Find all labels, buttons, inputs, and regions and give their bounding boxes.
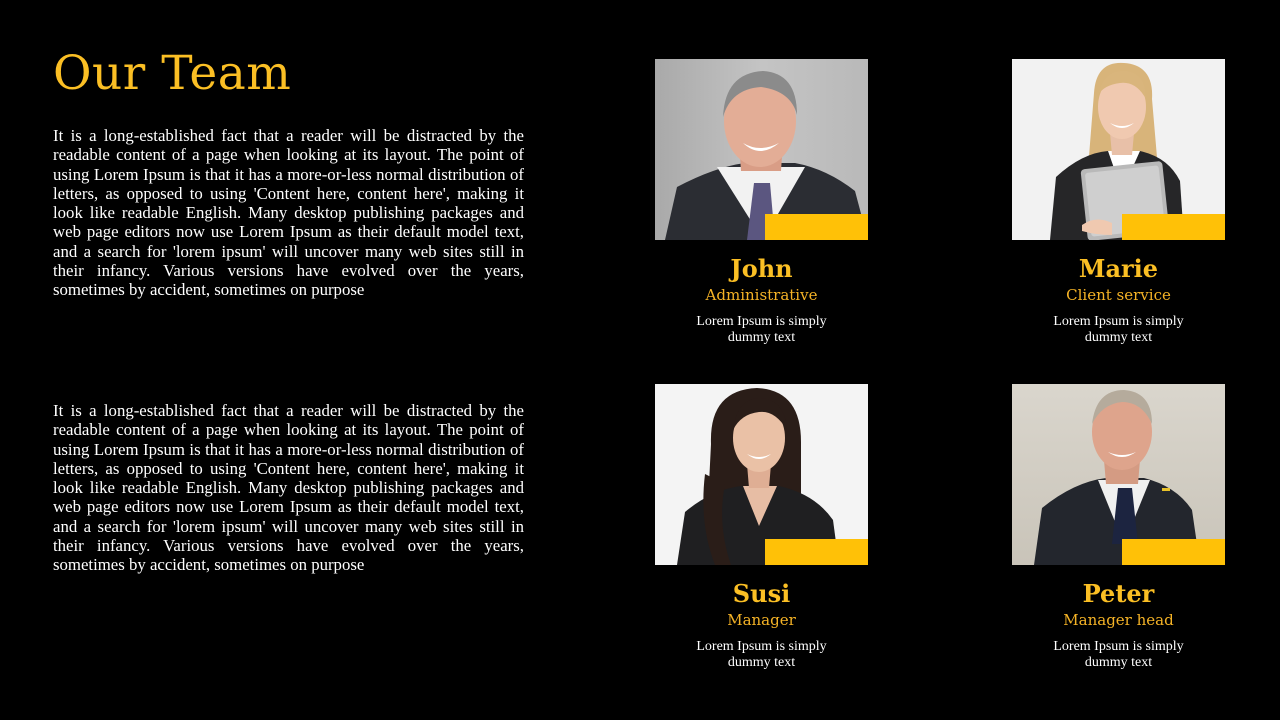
member-description: Lorem Ipsum is simply dummy text — [1053, 314, 1184, 345]
accent-bar — [1122, 214, 1225, 240]
member-description: Lorem Ipsum is simply dummy text — [1053, 639, 1184, 670]
marie-photo — [1012, 59, 1225, 240]
member-role: Manager head — [1063, 611, 1174, 629]
member-description: Lorem Ipsum is simply dummy text — [696, 639, 827, 670]
team-member-card-marie — [1012, 59, 1225, 346]
member-role: Manager — [727, 611, 796, 629]
slide-title: Our Team — [53, 46, 292, 101]
accent-bar — [765, 539, 868, 565]
accent-bar — [1122, 539, 1225, 565]
member-name: Susi — [732, 579, 791, 608]
team-member-card-susi — [655, 384, 868, 671]
intro-paragraph-1: It is a long-established fact that a reader will be distracted by the readable content of a page when looking at its layout. The point of using Lorem Ipsum is that it has a more-or-less normal distribution of letters, as opposed to using 'Content here, content here', making it look like readable English. Many desktop publishing packages and web page editors now use Lorem Ipsum as their default model text, and a search for 'lorem ipsum' will uncover many web sites still in their infancy. Various versions have evolved over the years, sometimes by accident, sometimes on purpose — [53, 126, 524, 300]
susi-photo — [655, 384, 868, 565]
intro-paragraph-2: It is a long-established fact that a reader will be distracted by the readable content of a page when looking at its layout. The point of using Lorem Ipsum is that it has a more-or-less normal distribution of letters, as opposed to using 'Content here, content here', making it look like readable English. Many desktop publishing packages and web page editors now use Lorem Ipsum as their default model text, and a search for 'lorem ipsum' will uncover many web sites still in their infancy. Various versions have evolved over the years, sometimes by accident, sometimes on purpose — [53, 401, 524, 575]
member-description: Lorem Ipsum is simply dummy text — [696, 314, 827, 345]
accent-bar — [765, 214, 868, 240]
john-photo — [655, 59, 868, 240]
member-role: Administrative — [705, 286, 818, 304]
member-name: Marie — [1078, 254, 1159, 283]
team-member-card-john — [655, 59, 868, 346]
member-name: Peter — [1082, 579, 1155, 608]
team-member-card-peter — [1012, 384, 1225, 671]
member-role: Client service — [1066, 286, 1171, 304]
member-name: John — [730, 254, 793, 283]
peter-photo — [1012, 384, 1225, 565]
